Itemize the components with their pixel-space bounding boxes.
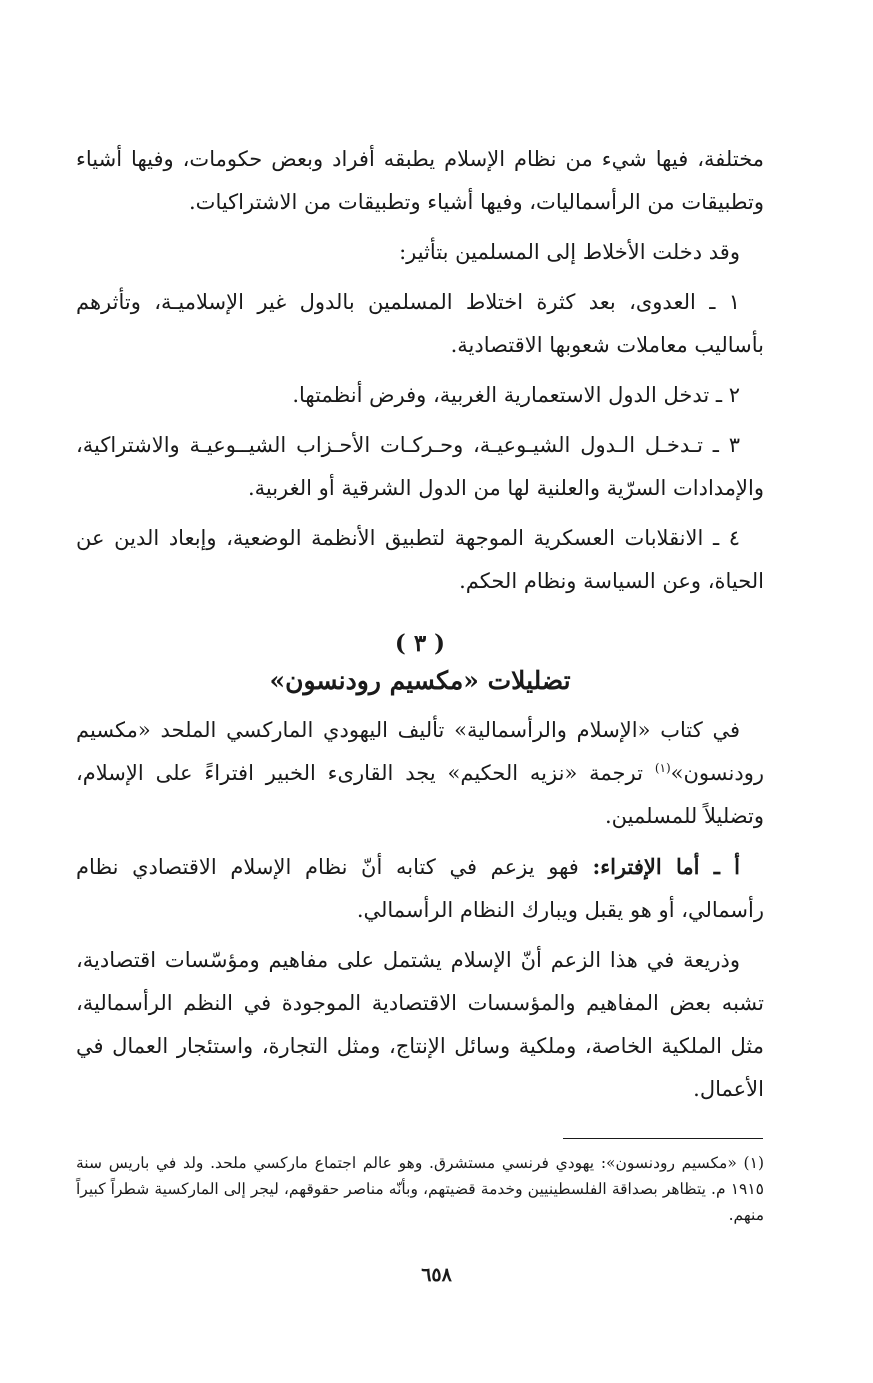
section-title: تضليلات «مكسيم رودنسون» (269, 666, 571, 695)
list-item-2: ٢ ـ تدخل الدول الاستعمارية الغربية، وفرض أنظمتها. (292, 383, 740, 407)
list-item-4: ٤ ـ الانقلابات العسكرية الموجهة لتطبيق الأنظمة الوضعية، وإبعاد الدين عن الحياة، وعن السياسة ونظام الحكم. (76, 526, 764, 593)
footnote-divider (563, 1138, 763, 1139)
slander-text: فهو يزعم في كتابه أنّ نظام الإسلام الاقتصادي نظام رأسمالي، أو هو يقبل ويبارك النظام الرأسمالي. (76, 855, 764, 922)
book-intro-text: في كتاب «الإسلام والرأسمالية» تأليف اليهودي الماركسي الملحد «مكسيم رودنسون» (76, 718, 764, 785)
paragraph-intro: وقد دخلت الأخلاط إلى المسلمين بتأثير: (399, 240, 740, 264)
list-item-3: ٣ ـ تـدخـل الـدول الشيـوعيـة، وحـركـات الأحـزاب الشيــوعيـة والاشتراكية، والإمدادات السرّية والعلنية لها من الدول الشرقية أو الغربية. (76, 433, 764, 500)
paragraph-slander (76, 845, 764, 932)
book-intro-text-cont: ترجمة «نزيه الحكيم» يجد القارىء الخبير افتراءً على الإسلام، وتضليلاً للمسلمين. (76, 761, 764, 828)
page-body (76, 138, 764, 1111)
list-item-1: ١ ـ العدوى، بعد كثرة اختلاط المسلمين بالدول غير الإسلاميـة، وتأثرهم بأساليب معاملات شعوبها الاقتصادية. (76, 290, 764, 357)
slander-lead: أ ـ أما الإفتراء: (592, 854, 741, 879)
paragraph-continuation: مختلفة، فيها شيء من نظام الإسلام يطبقه أفراد وبعض حكومات، وفيها أشياء وتطبيقات من الرأسماليات، وفيها أشياء وتطبيقات من الاشتراكيات. (76, 147, 764, 214)
footnote-ref: (١) (654, 761, 671, 775)
page-number: ٦٥٨ (421, 1264, 452, 1286)
footnote: (١) «مكسيم رودنسون»: يهودي فرنسي مستشرق. وهو عالم اجتماع ماركسي ملحد. ولد في باريس سنة ١٩١٥ م. يتظاهر بصداقة الفلسطينيين وخدمة قضيتهم، وبأنّه مناصر حقوقهم، ليجر إلى الماركسية شطراً كبيراً منهم. (76, 1154, 764, 1224)
paragraph-book-intro (76, 709, 764, 838)
paragraph-pretext: وذريعة في هذا الزعم أنّ الإسلام يشتمل على مفاهيم ومؤسّسات اقتصادية، تشبه بعض المفاهيم والمؤسسات الاقتصادية الموجودة في النظم الرأسمالية، مثل الملكية الخاصة، وملكية وسائل الإنتاج، ومثل التجارة، واستئجار العمال في الأعمال. (76, 948, 764, 1101)
section-number: ( ٣ ) (394, 630, 446, 657)
